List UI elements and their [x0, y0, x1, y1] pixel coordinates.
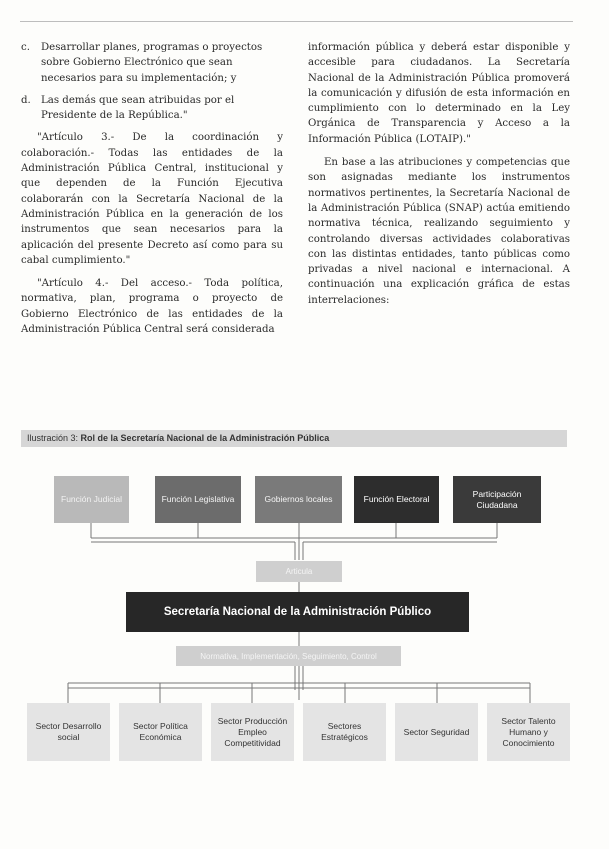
box-sector-desarrollo-social: Sector Desarrollo social — [27, 703, 110, 761]
box-secretaria-nacional: Secretaría Nacional de la Administración Público — [126, 592, 469, 632]
box-funcion-electoral: Función Electoral — [354, 476, 439, 523]
continuation-paragraph: información pública y deberá estar disponible y accesible para ciudadanos. La Secretaría Nacional de la Administración Pública promoverá la comunicación y difusión de esta información en cumplimiento con lo determinado en la Ley Orgánica de Transparencia y Acceso a la Información Pública (LOTAIP)." — [308, 42, 570, 145]
snap-paragraph: En base a las atribuciones y competencias que son asignadas mediante los instrumentos normativos pertinentes, la Secretaría Nacional de la Administración Pública (SNAP) actúa emitiendo normativa técnica, realizando seguimiento y controlando diversas actividades colaborativas con las distintas entidades, tanto públicas como privadas a nivel nacional e internacional. A continuación una explicación gráfica de estas interrelaciones: — [308, 157, 570, 306]
box-funcion-judicial: Función Judicial — [54, 476, 129, 523]
list-text: Desarrollar planes, programas o proyectos sobre Gobierno Electrónico que sean necesarios para su implementación; y — [41, 42, 263, 84]
box-sectores-estrategicos: Sectores Estratégicos — [303, 703, 386, 761]
list-marker: d. — [21, 94, 31, 106]
box-gobiernos-locales: Gobiernos locales — [255, 476, 342, 523]
box-articula: Articula — [256, 561, 342, 582]
box-sector-produccion: Sector Producción Empleo Competitividad — [211, 703, 294, 761]
box-sector-politica-economica: Sector Política Económica — [119, 703, 202, 761]
article-3-paragraph: "Artículo 3.- De la coordinación y colaboración.- Todas las entidades de la Administración Pública Central, institucional y que dependen de la Función Ejecutiva colaborarán con la Secretaría Nacional de la Administración Pública en la generación de los instrumentos que sean necesarios para la aplicación del presente Decreto así como para su cabal cumplimiento." — [21, 132, 283, 266]
list-text: Las demás que sean atribuidas por el Presidente de la República." — [41, 94, 235, 122]
box-funcion-legislativa: Función Legislativa — [155, 476, 241, 523]
list-marker: c. — [21, 42, 30, 53]
box-sector-seguridad: Sector Seguridad — [395, 703, 478, 761]
article-4-paragraph: "Artículo 4.- Del acceso.- Toda política, normativa, plan, programa o proyecto de Gobierno Electrónico de las entidades de la Administración Pública Central será considerada — [21, 278, 283, 336]
box-normativa-control: Normativa, Implementación, Seguimiento, Control — [176, 646, 401, 666]
caption-prefix: Ilustración 3: — [27, 433, 79, 443]
box-sector-talento-humano: Sector Talento Humano y Conocimiento — [487, 703, 570, 761]
box-participacion-ciudadana: Participación Ciudadana — [453, 476, 541, 523]
caption-title: Rol de la Secretaría Nacional de la Administración Pública — [80, 433, 330, 443]
